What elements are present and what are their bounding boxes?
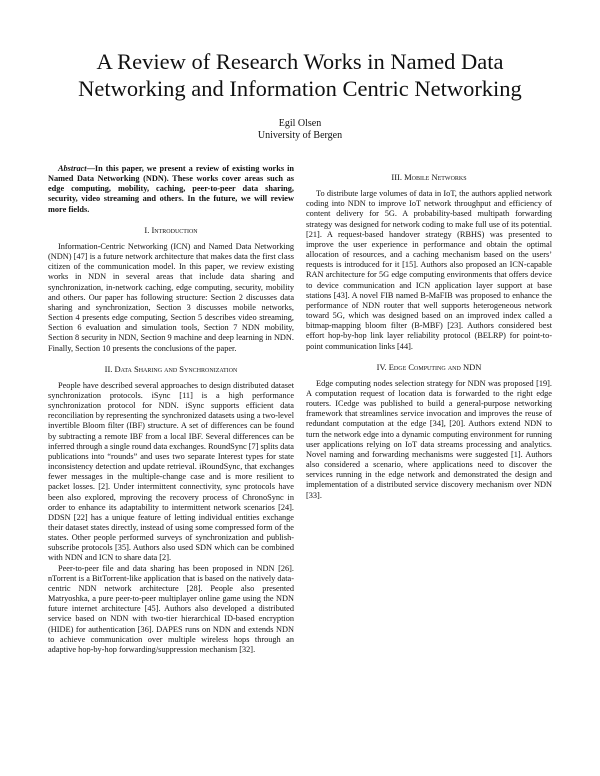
data-sharing-paragraph-1: People have described several approaches to design distributed dataset synchronization protocols. iSync [11] is a high performance synchronization protocol for NDN. iSync supports efficient data reconciliation by representing the synchronized datasets using a two-level invertible Bloom filter (IBF) structure. A set of differences can be found by subtracting a remote IBF from a local IBF. Several differences can be inferred through a single round data exchanges. RoundSync [7] splits data publications into “rounds” and uses two separate Interest types for state inconsistency detection and update retrieval. iRoundSync, that exchanges fewer messages in the multiple-change case and is more resilient to packet losses. [2]. Under intermittent connectivity, sync protocols have been also explored, mproving the recovery process of ChronoSync in order to enhance its adaptability to intermittent network scenarios [24]. DDSN [22] has a unique feature of letting individual entities exchange their dataset states directly, instead of using some compressed form of the states. Other people performed surveys of synchronization and publish-subscribe protocols [35]. Authors also used SDN which can be combined with NDN and ICN to share data [2]. xyxy=(48,380,294,563)
intro-paragraph: Information-Centric Networking (ICN) and Named Data Networking (NDN) [47] is a future network architecture that makes data the first class citizen of the communication model. In this paper, we review existing works in NDN in several areas that include data sharing and synchronization, in-network caching, edge computing, security, mobility and others. Our paper has following structure: Section 2 discusses data sharing and synchronization, Section 3 discusses mobile networks, Section 4 presents edge computing, Section 5 describes video streaming, Section 6 evaluation and simulation tools, Section 7 NDN mobility, Section 8 security in NDN, Section 9 machine and deep learning in NDN. Finally, Section 10 presents the conclusions of the paper. xyxy=(48,241,294,353)
abstract-text: —In this paper, we present a review of existing works in Named Data Networking (NDN). These works cover areas such as edge computing, mobility, caching, peer-to-peer data sharing, security, video streaming and others. In the future, we will review more fields. xyxy=(48,164,294,214)
section-heading-data-sharing: II. Data Sharing and Synchronization xyxy=(104,363,238,374)
edge-computing-paragraph: Edge computing nodes selection strategy for NDN was proposed [19]. A computation request of location data is forwarded to the right edge routers. ICedge was published to build a general-purpose networking framework that streamlines service invocation and improves the reuse of redundant computation at the edge [34], [20]. Authors extend NDN to turn the network edge into a dynamic computing environment for running user applications relying on IoT data streams processing and analytics. Novel naming and forwarding mechanisms were suggested [1]. Authors also considered a scenario, where applications need to discover the services running in the edge network and demonstrated the design and implementation of a distributed service discovery mechanism over NDN [33]. xyxy=(306,378,552,500)
paper-title: A Review of Research Works in Named Data Networking and Information Centric Networking xyxy=(78,49,522,101)
abstract-lead: Abstract xyxy=(58,164,87,173)
author-name: Egil Olsen xyxy=(278,118,322,129)
abstract xyxy=(48,164,294,215)
author-block xyxy=(100,118,500,142)
section-heading-introduction: I. Introduction xyxy=(144,224,198,235)
mobile-networks-paragraph: To distribute large volumes of data in IoT, the authors applied network coding into NDN to improve IoT network throughput and efficiency of content delivery for 5G. A probability-based multipath forwarding strategy was designed for network coding to make full use of its potential. [21]. A request-based handover strategy (RBHS) was presented to improve the user experience in performance and obtain the optimal allocation of resources, and a caching mechanism based on the users’ requests is introduced for it [15]. Authors also proposed an ICN-capable RAN architecture for 5G edge computing environments that offers device to device communication and ICN application layer support at base stations [43]. A novel FIB named B-MaFIB was proposed to enhance the performance of NDN router that well supports heterogeneous network toward 5G, which was designed based on an improved index called a bitmap-mapping bloom filter (B-MBF) [23]. Authors considered best effort hop-by-hop link layer reliability protocol (BELRP) for point-to-point communication links [44]. xyxy=(306,189,552,351)
data-sharing-paragraph-2: Peer-to-peer file and data sharing has been proposed in NDN [26]. nTorrent is a BitTorrent-like application that is based on the natively data-centric NDN network architecture [28]. People also presented Matryoshka, a pure peer-to-peer multiplayer online game using the NDN future internet architecture [45]. Authors also developed a distributed service based on NDN with two-tier hierarchical ID-based encryption (HIDE) for authentication [36]. DAPES runs on NDN and extends NDN to achieve communication over multiple wireless hops through an adaptive hop-by-hop forwarding/suppression mechanism [32]. xyxy=(48,563,294,654)
left-column xyxy=(48,164,294,655)
author-affiliation: University of Bergen xyxy=(257,130,343,141)
section-heading-mobile-networks: III. Mobile Networks xyxy=(391,172,467,182)
right-column xyxy=(306,164,552,501)
section-heading-edge-computing: IV. Edge Computing and NDN xyxy=(376,361,482,372)
